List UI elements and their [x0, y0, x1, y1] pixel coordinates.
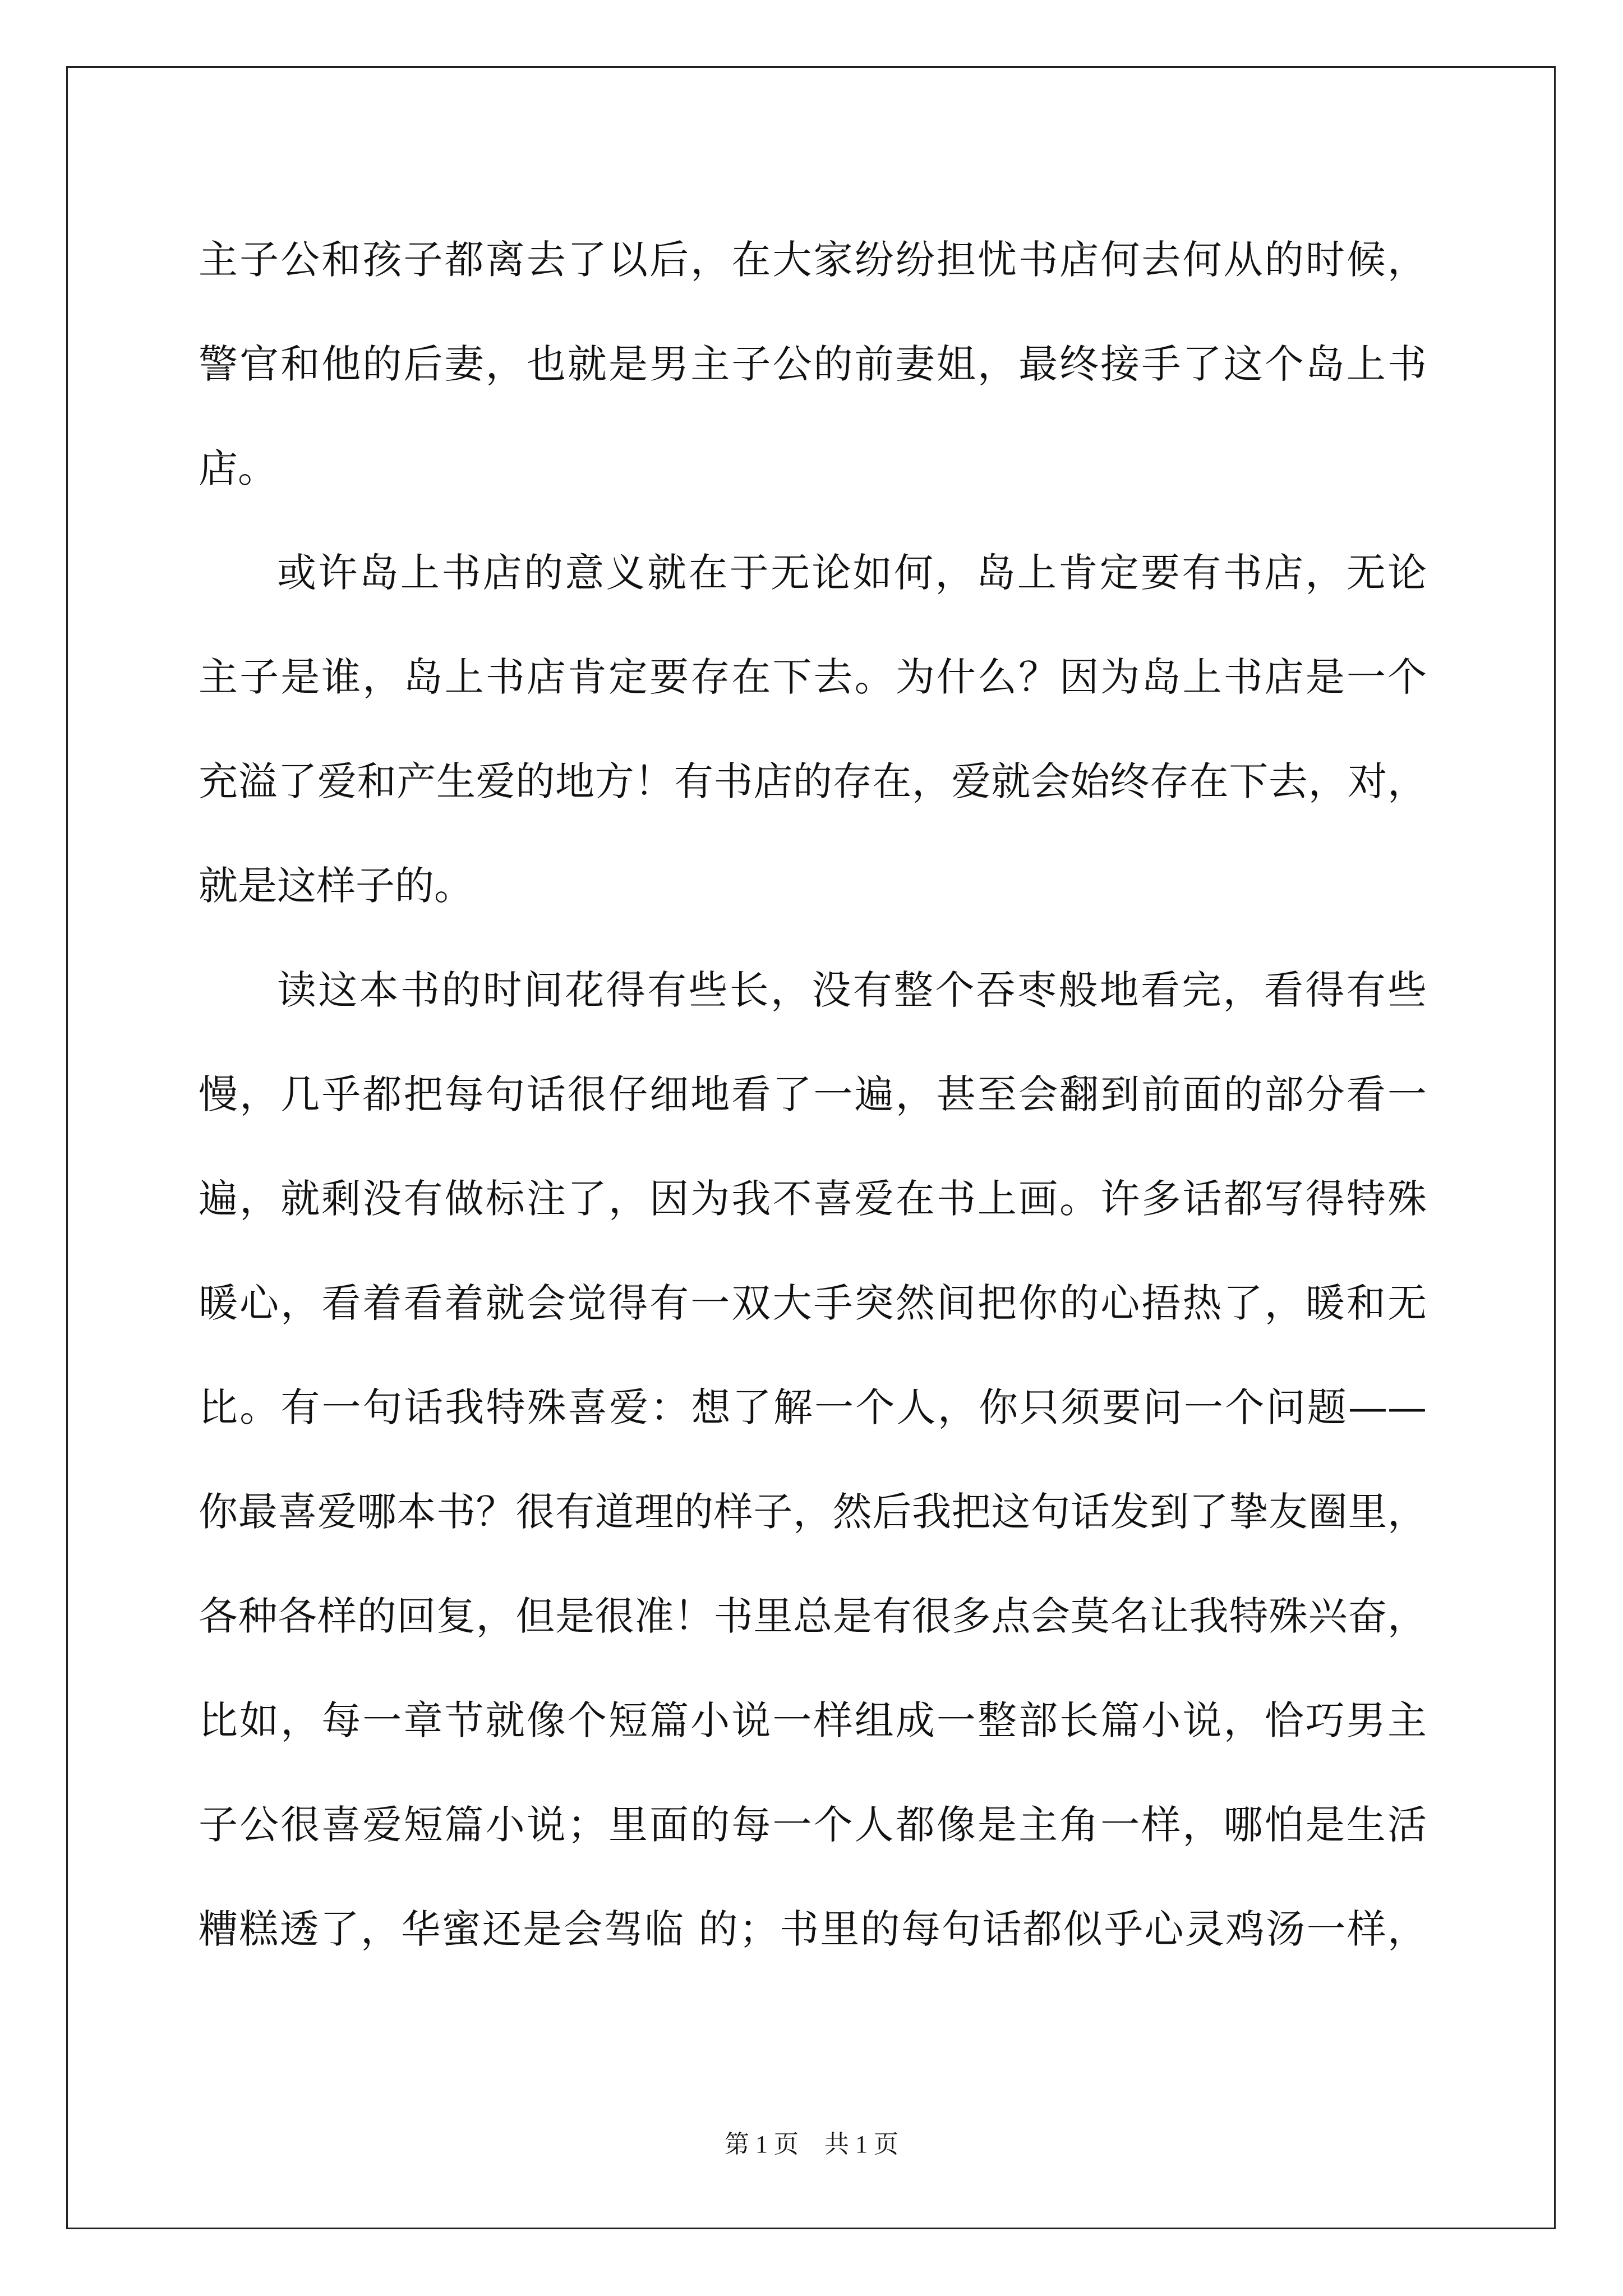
text-line: 警官和他的后妻，也就是男主子公的前妻姐，最终接手了这个岛上书 [199, 341, 1427, 387]
page-number: 第 1 页 [725, 2131, 799, 2158]
text-line: 主子公和孩子都离去了以后，在大家纷纷担忧书店何去何从的时候， [199, 237, 1427, 283]
page-footer [0, 2124, 1623, 2160]
text-line: 子公很喜爱短篇小说；里面的每一个人都像是主角一样，哪怕是生活 [199, 1802, 1427, 1848]
text-line: 比。有一句话我特殊喜爱：想了解一个人，你只须要问一个问题—— [199, 1384, 1427, 1430]
text-line: 主子是谁，岛上书店肯定要存在下去。为什么？因为岛上书店是一个 [199, 654, 1427, 700]
text-line: 读这本书的时间花得有些长，没有整个吞枣般地看完，看得有些 [277, 967, 1427, 1013]
text-line: 你最喜爱哪本书？很有道理的样子，然后我把这句话发到了挚友圈里， [199, 1489, 1427, 1535]
text-line: 慢，几乎都把每句话很仔细地看了一遍，甚至会翻到前面的部分看一 [199, 1071, 1427, 1117]
body-text [199, 208, 1427, 1981]
text-line: 充溢了爱和产生爱的地方！有书店的存在，爱就会始终存在下去，对， [199, 758, 1427, 804]
text-line: 糟糕透了，华蜜还是会驾临 的；书里的每句话都似乎心灵鸡汤一样， [199, 1906, 1427, 1952]
text-line: 比如，每一章节就像个短篇小说一样组成一整部长篇小说，恰巧男主 [199, 1697, 1427, 1743]
text-line: 遍，就剩没有做标注了，因为我不喜爱在书上画。许多话都写得特殊 [199, 1176, 1427, 1222]
text-line: 各种各样的回复，但是很准！书里总是有很多点会莫名让我特殊兴奋， [199, 1593, 1427, 1639]
text-line: 店。 [199, 445, 277, 491]
page-total: 共 1 页 [824, 2131, 898, 2158]
text-line: 或许岛上书店的意义就在于无论如何，岛上肯定要有书店，无论 [277, 550, 1427, 596]
text-line: 暖心，看着看着就会觉得有一双大手突然间把你的心捂热了，暖和无 [199, 1280, 1427, 1326]
text-line: 就是这样子的。 [199, 863, 473, 909]
